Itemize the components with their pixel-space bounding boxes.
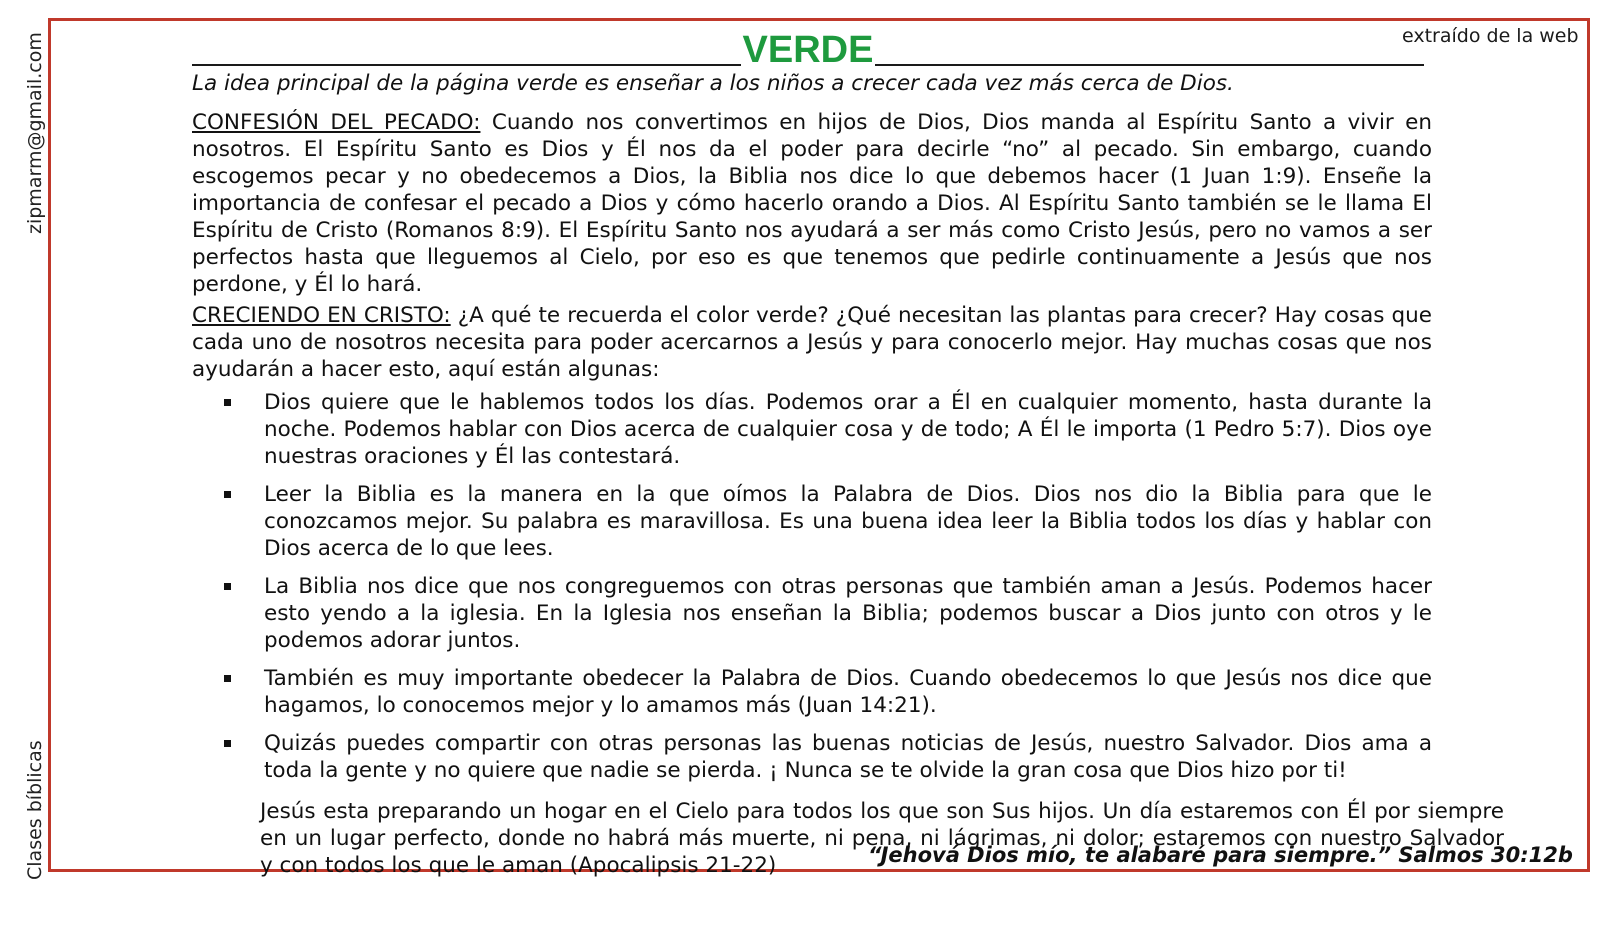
bullet-square-icon: [224, 583, 231, 590]
bullet-square-icon: [224, 740, 231, 747]
bullet-square-icon: [224, 675, 231, 682]
growing-text: ¿A qué te recuerda el color verde? ¿Qué necesitan las plantas para crecer? Hay cosas que cada uno de nosotros necesita para poder acercarnos a Jesús y para conocerlo mejor. Hay muchas cosas que nos ayudarán a hacer esto, aquí están algunas:: [192, 303, 1433, 382]
bullet-text: Quizás puedes compartir con otras personas las buenas noticias de Jesús, nuestro Salvador. Dios ama a toda la gente y no quiere que nadie se pierda. ¡ Nunca se te olvide la gran cosa que Dios hizo por ti!: [264, 731, 1432, 783]
title-row: [192, 26, 1424, 70]
confession-paragraph: [192, 109, 1432, 298]
growing-paragraph: [192, 302, 1432, 383]
bullet-text: La Biblia nos dice que nos congreguemos con otras personas que también aman a Jesús. Podemos hacer esto yendo a la iglesia. En la Iglesia nos enseñan la Biblia; podemos buscar a Dios junto con otros y le podemos adorar juntos.: [264, 574, 1432, 653]
page-title: VERDE: [742, 29, 874, 71]
side-email-label: zipmarm@gmail.com: [24, 32, 46, 234]
bullet-text: También es muy importante obedecer la Palabra de Dios. Cuando obedecemos lo que Jesús nos dice que hagamos, lo conocemos mejor y lo amamos más (Juan 14:21).: [264, 666, 1432, 718]
bullet-text: Dios quiere que le hablemos todos los días. Podemos orar a Él en cualquier momento, hasta durante la noche. Podemos hablar con Dios acerca de cualquier cosa y de todo; A Él le importa (1 Pedro 5:7). Dios oye nuestras oraciones y Él las contestará.: [264, 390, 1432, 469]
page-subtitle: La idea principal de la página verde es enseñar a los niños a crecer cada vez más cerca de Dios.: [192, 71, 1234, 96]
list-item: [192, 730, 1432, 784]
closing-paragraph: Jesús esta preparando un hogar en el Cielo para todos los que son Sus hijos. Un día estaremos con Él por siempre en un lugar perfecto, donde no habrá más muerte, ni pena, ni lágrimas, ni dolor; estaremos con nuestro Salvador y con todos los que le aman (Apocalipsis 21-22): [260, 798, 1504, 878]
bullet-square-icon: [224, 399, 231, 406]
verse-quote: “Jehová Dios mío, te alabaré para siempre.” Salmos 30:12b: [868, 843, 1573, 867]
side-classes-label: Clases bíblicas: [24, 740, 46, 880]
list-item: [192, 573, 1432, 654]
confession-text: Cuando nos convertimos en hijos de Dios, Dios manda al Espíritu Santo a vivir en nosotros. El Espíritu Santo es Dios y Él nos da el poder para decirle “no” al pecado. Sin embargo, cuando escogemos pecar y no obedecemos a Dios, la Biblia nos dice lo que debemos hacer (1 Juan 1:9). Enseñe la importancia de confesar el pecado a Dios y cómo hacerlo orando a Dios. Al Espíritu Santo también se le llama El Espíritu de Cristo (Romanos 8:9). El Espíritu Santo nos ayudará a ser más como Cristo Jesús, pero no vamos a ser perfectos hasta que lleguemos al Cielo, por eso es que tenemos que pedirle continuamente a Jesús que nos perdone, y Él lo hará.: [192, 110, 1432, 297]
list-item: [192, 389, 1432, 470]
list-item: [192, 481, 1432, 562]
main-content: [192, 70, 1432, 795]
growing-heading: CRECIENDO EN CRISTO:: [192, 303, 451, 328]
source-credit: extraído de la web: [1402, 25, 1579, 47]
bullet-text: Leer la Biblia es la manera en la que oímos la Palabra de Dios. Dios nos dio la Biblia para que le conozcamos mejor. Su palabra es maravillosa. Es una buena idea leer la Biblia todos los días y hablar con Dios acerca de lo que lees.: [264, 482, 1432, 561]
confession-heading: CONFESIÓN DEL PECADO:: [192, 110, 481, 135]
bullet-square-icon: [224, 491, 231, 498]
bullet-list: [192, 389, 1432, 784]
title-rule-left: [192, 64, 741, 66]
title-rule-right: [875, 64, 1424, 66]
list-item: [192, 665, 1432, 719]
